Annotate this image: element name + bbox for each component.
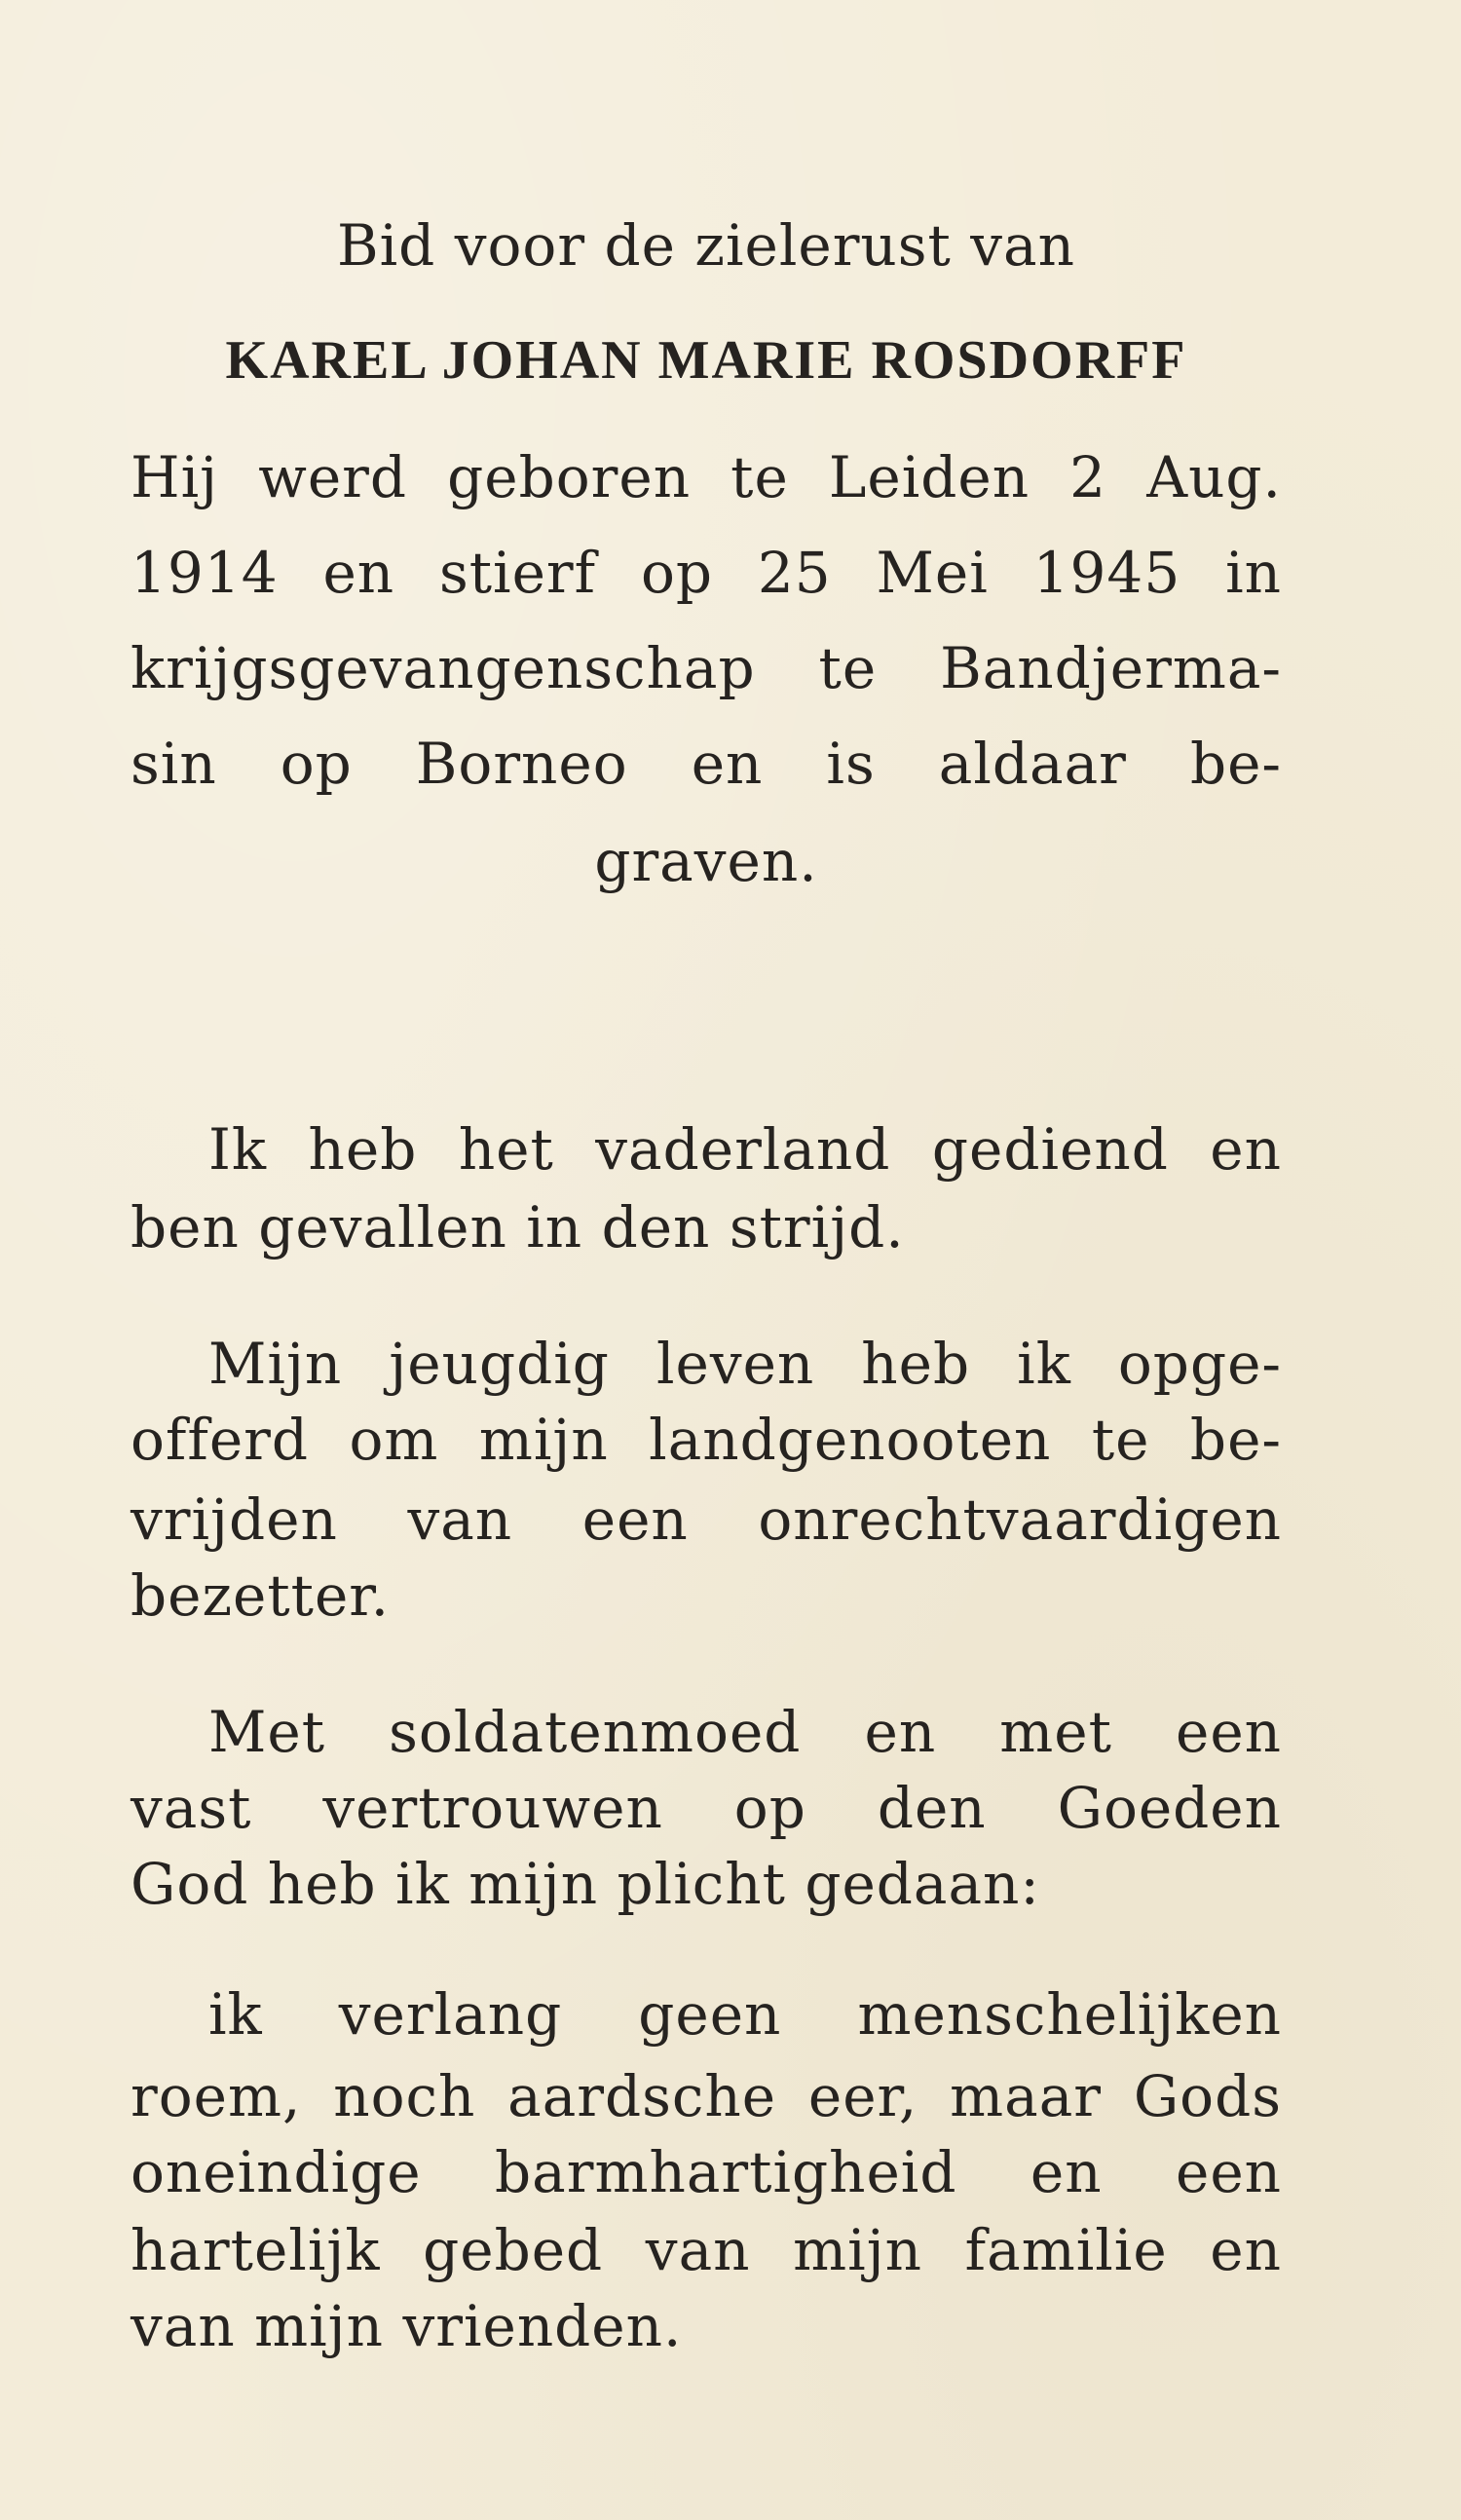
paragraph-line: God heb ik mijn plicht gedaan: — [131, 1851, 1040, 1917]
paragraph-line: vrijden van een onrechtvaardigen — [131, 1486, 1282, 1553]
deceased-name: KAREL JOHAN MARIE ROSDORFF — [225, 330, 1187, 391]
paragraph-line: oneindige barmhartigheid en een — [131, 2139, 1282, 2205]
bio-line: Hij werd geboren te Leiden 2 Aug. — [131, 444, 1282, 510]
paragraph-line: bezetter. — [131, 1562, 391, 1629]
paragraph-line: ik verlang geen menschelijken — [208, 1981, 1282, 2048]
bio-line: 1914 en stierf op 25 Mei 1945 in — [131, 540, 1282, 606]
paragraph-line: Met soldatenmoed en met een — [208, 1699, 1282, 1765]
paragraph-line: ben gevallen in den strijd. — [131, 1194, 905, 1260]
paragraph-line: van mijn vrienden. — [131, 2293, 683, 2359]
paragraph-line: Ik heb het vaderland gediend en — [208, 1116, 1282, 1183]
paragraph-line: roem, noch aardsche eer, maar Gods — [131, 2063, 1282, 2129]
intro-line: Bid voor de zielerust van — [337, 212, 1075, 279]
bio-line: krijgsgevangenschap te Bandjerma- — [131, 635, 1282, 701]
bio-line: graven. — [594, 828, 818, 894]
paragraph-line: Mijn jeugdig leven heb ik opge- — [208, 1331, 1282, 1397]
paragraph-line: offerd om mijn landgenooten te be- — [131, 1407, 1282, 1473]
bio-line: sin op Borneo en is aldaar be- — [131, 731, 1282, 797]
paragraph-line: vast vertrouwen op den Goeden — [131, 1775, 1282, 1841]
paragraph-line: hartelijk gebed van mijn familie en — [131, 2217, 1282, 2283]
